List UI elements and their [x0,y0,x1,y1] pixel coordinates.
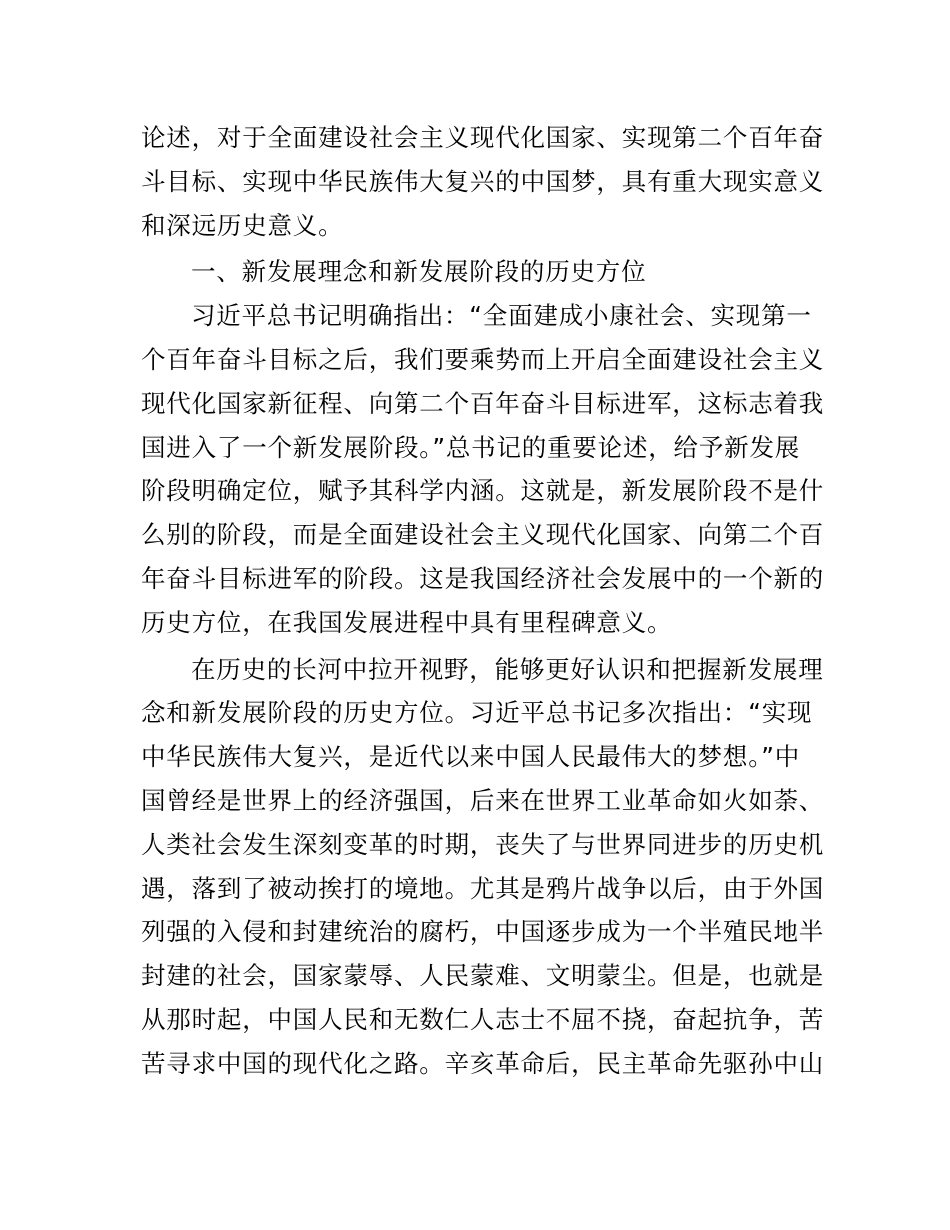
text-line: 历史方位，在我国发展进程中具有里程碑意义。 [141,607,673,637]
text-line: 和深远历史意义。 [141,210,344,240]
paragraph [141,250,811,294]
text-line: 人类社会发生深刻变革的时期，丧失了与世界同进步的历史机 [141,829,825,859]
text-line: 封建的社会，国家蒙辱、人民蒙难、文明蒙尘。但是，也就是 [141,961,825,991]
text-line: 个百年奋斗目标之后，我们要乘势而上开启全面建设社会主义 [141,344,825,374]
paragraph [141,648,825,1086]
text-line: 中华民族伟大复兴，是近代以来中国人民最伟大的梦想。”中 [141,742,801,772]
text-line: 一、新发展理念和新发展阶段的历史方位 [191,257,647,287]
text-line: 现代化国家新征程、向第二个百年奋斗目标进军，这标志着我 [141,388,825,418]
paragraph [141,116,825,247]
text-line: 从那时起，中国人民和无数仁人志士不屈不挠，奋起抗争，苦 [141,1004,825,1034]
paragraph [141,294,825,644]
text-line: 遇，落到了被动挨打的境地。尤其是鸦片战争以后，由于外国 [141,873,825,903]
text-line: 国进入了一个新发展阶段。”总书记的重要论述，给予新发展 [141,432,801,462]
text-line: 列强的入侵和封建统治的腐朽，中国逐步成为一个半殖民地半 [141,917,825,947]
text-line: 在历史的长河中拉开视野，能够更好认识和把握新发展理 [191,654,824,684]
text-line: 国曾经是世界上的经济强国，后来在世界工业革命如火如荼、 [141,785,825,815]
text-line: 苦寻求中国的现代化之路。辛亥革命后，民主革命先驱孙中山 [141,1048,825,1078]
text-line: 斗目标、实现中华民族伟大复兴的中国梦，具有重大现实意义 [141,166,825,196]
text-line: 念和新发展阶段的历史方位。习近平总书记多次指出：“实现 [141,698,813,728]
text-line: 年奋斗目标进军的阶段。这是我国经济社会发展中的一个新的 [141,563,825,593]
text-line: 么别的阶段，而是全面建设社会主义现代化国家、向第二个百 [141,520,825,550]
document-body [141,116,825,1086]
text-line: 论述，对于全面建设社会主义现代化国家、实现第二个百年奋 [141,123,825,152]
text-line: 阶段明确定位，赋予其科学内涵。这就是，新发展阶段不是什 [141,476,825,506]
text-line: 习近平总书记明确指出：“全面建成小康社会、实现第一 [191,301,812,331]
